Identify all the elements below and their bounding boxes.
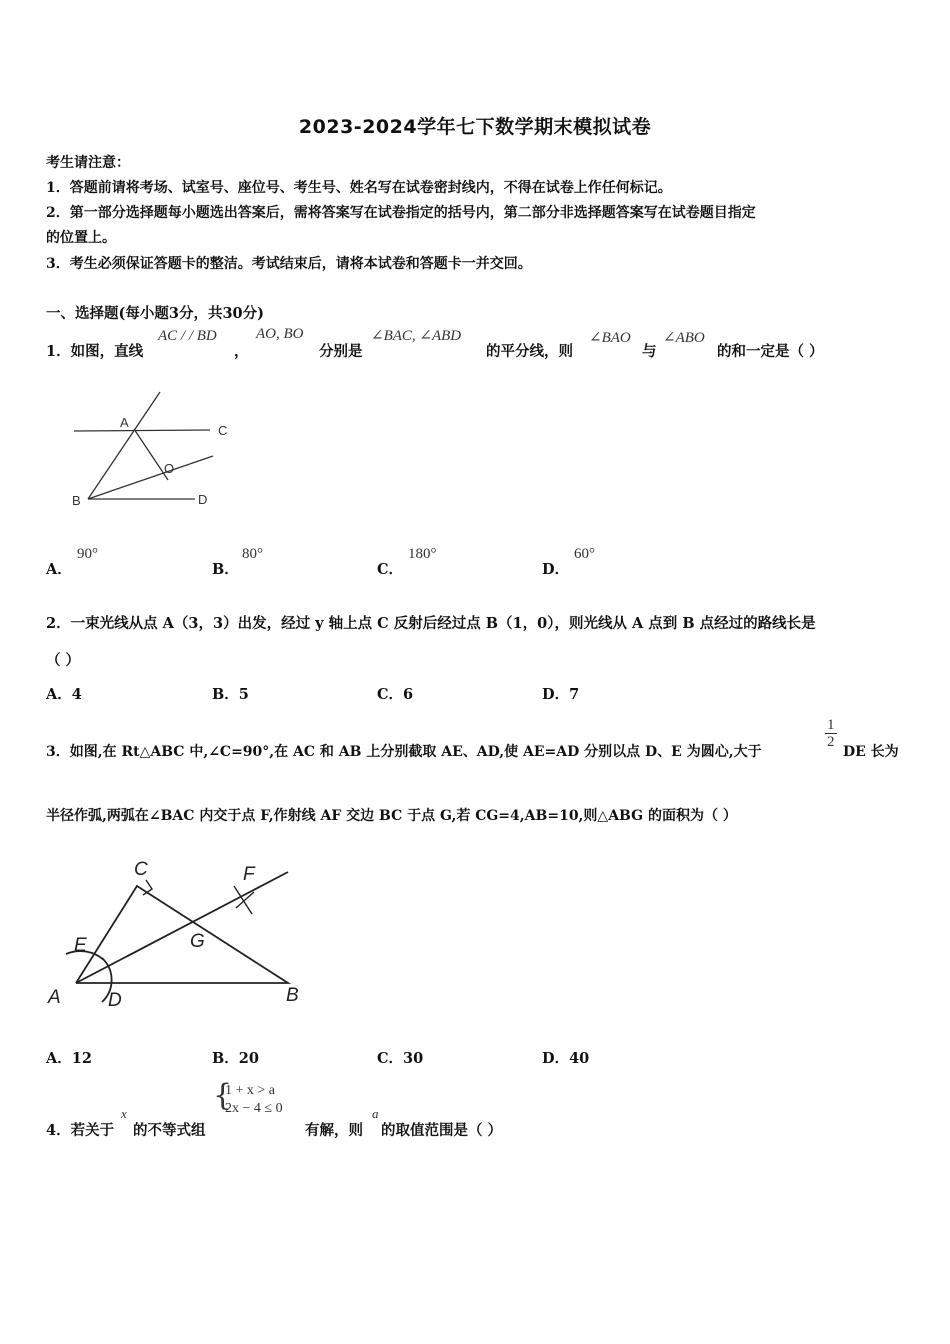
label-a: A bbox=[120, 415, 129, 430]
q2-option-c-value: 6 bbox=[403, 686, 414, 703]
notice-item: 3．考生必须保证答题卡的整洁。考试结束后，请将本试卷和答题卡一并交回。 bbox=[46, 256, 532, 272]
label-f: F bbox=[243, 864, 255, 885]
q2-option-b[interactable] bbox=[212, 683, 249, 704]
q2-option-a-label: A． bbox=[46, 686, 72, 703]
q2-option-d[interactable] bbox=[542, 683, 579, 704]
label-e: E bbox=[74, 935, 87, 956]
q2-option-b-label: B． bbox=[212, 686, 239, 703]
q1-math-abo: ∠ABO bbox=[663, 330, 705, 346]
q4-ineq2: 2x − 4 ≤ 0 bbox=[225, 1101, 283, 1116]
q3-text: 半径作弧,两弧在∠BAC 内交于点 F,作射线 AF 交边 BC 于点 G,若 CG=4,AB=10,则△ABG 的面积为（ ） bbox=[46, 808, 737, 824]
q1-option-a-label[interactable]: A． bbox=[46, 561, 72, 578]
notice-heading: 考生请注意： bbox=[46, 155, 130, 171]
q2-option-a[interactable] bbox=[46, 683, 82, 704]
q2-option-c-label: C． bbox=[377, 686, 404, 703]
q2-option-b-value: 5 bbox=[238, 686, 249, 703]
q1-option-b-value: 80° bbox=[242, 546, 263, 562]
q1-math-angles: ∠BAC, ∠ABD bbox=[371, 328, 462, 344]
q2-option-c[interactable] bbox=[377, 683, 413, 704]
q4-text: 有解，则 bbox=[305, 1122, 363, 1139]
q4-text: 的取值范围是（ ） bbox=[381, 1122, 503, 1139]
q2-option-d-label: D． bbox=[542, 686, 570, 703]
label-d: D bbox=[108, 990, 122, 1011]
q3-option-b-value: 20 bbox=[238, 1050, 259, 1067]
right-angle-mark bbox=[143, 880, 152, 895]
label-b: B bbox=[286, 985, 299, 1006]
q1-option-c-label[interactable]: C． bbox=[377, 561, 404, 578]
q3-option-c-value: 30 bbox=[403, 1050, 424, 1067]
q1-text: 的和一定是（ ） bbox=[717, 343, 824, 360]
line-ab bbox=[88, 392, 160, 499]
q4-var-x: x bbox=[121, 1106, 127, 1121]
q2-text: 2．一束光线从点 A（3，3）出发，经过 y 轴上点 C 反射后经过点 B（1，0），则光线从 A 点到 B 点经过的路线长是 bbox=[46, 615, 816, 632]
q3-option-b-label: B． bbox=[212, 1050, 239, 1067]
q3-option-a-label: A． bbox=[46, 1050, 72, 1067]
notice-item: 1．答题前请将考场、试室号、座位号、考生号、姓名写在试卷密封线内，不得在试卷上作任何标记。 bbox=[46, 180, 672, 196]
label-c: C bbox=[134, 859, 148, 880]
q3-option-a-value: 12 bbox=[71, 1050, 92, 1067]
line-bo bbox=[88, 456, 213, 499]
q1-option-b-label[interactable]: B． bbox=[212, 561, 239, 578]
label-d: D bbox=[198, 492, 208, 507]
label-c: C bbox=[218, 423, 228, 438]
q3-text: DE 长为 bbox=[843, 744, 899, 760]
triangle-abc bbox=[76, 886, 288, 983]
line-ac bbox=[74, 430, 210, 431]
q1-text: 的平分线，则 bbox=[486, 343, 573, 360]
q3-fraction-den: 2 bbox=[827, 734, 835, 750]
q3-option-d[interactable] bbox=[542, 1047, 589, 1068]
q1-option-d-value: 60° bbox=[574, 546, 595, 562]
q3-option-c-label: C． bbox=[377, 1050, 404, 1067]
section-heading: 一、选择题(每小题3分，共30分) bbox=[46, 305, 264, 322]
label-a: A bbox=[48, 987, 61, 1008]
q3-figure bbox=[40, 850, 315, 1025]
notice-item: 的位置上。 bbox=[46, 230, 116, 246]
q4-prefix: 4．若关于 bbox=[46, 1122, 115, 1139]
q1-figure bbox=[60, 385, 240, 515]
q3-option-c[interactable] bbox=[377, 1047, 423, 1068]
q1-option-c-value: 180° bbox=[408, 546, 437, 562]
q3-option-b[interactable] bbox=[212, 1047, 259, 1068]
q4-ineq1: 1 + x > a bbox=[225, 1083, 276, 1098]
q3-option-d-value: 40 bbox=[569, 1050, 590, 1067]
arc-f1 bbox=[234, 886, 252, 914]
q3-option-a[interactable] bbox=[46, 1047, 92, 1068]
q1-prefix: 1．如图，直线 bbox=[46, 343, 144, 360]
label-b: B bbox=[72, 493, 81, 508]
q3-fraction-num: 1 bbox=[827, 717, 835, 733]
q2-answer-bracket: （ ） bbox=[46, 652, 81, 669]
q2-option-a-value: 4 bbox=[71, 686, 82, 703]
brace-icon: { bbox=[213, 1078, 233, 1113]
label-o: O bbox=[164, 461, 175, 476]
q4-var-a: a bbox=[372, 1106, 379, 1121]
q1-text: 分别是 bbox=[319, 343, 363, 360]
q1-math-bisectors: AO, BO bbox=[256, 326, 304, 342]
q2-option-d-value: 7 bbox=[569, 686, 580, 703]
q1-text: 与 bbox=[642, 343, 657, 360]
q1-option-a-value: 90° bbox=[77, 546, 98, 562]
q3-option-d-label: D． bbox=[542, 1050, 570, 1067]
page-title: 2023-2024学年七下数学期末模拟试卷 bbox=[298, 116, 652, 138]
line-ao bbox=[134, 429, 168, 480]
q3-text: 3．如图,在 Rt△ABC 中,∠C=90°,在 AC 和 AB 上分别截取 AE、AD,使 AE=AD 分别以点 D、E 为圆心,大于 bbox=[46, 744, 762, 760]
q1-math-parallel: AC / / BD bbox=[158, 328, 217, 344]
q1-sep: ， bbox=[234, 343, 249, 360]
notice-item: 2．第一部分选择题每小题选出答案后，需将答案写在试卷指定的括号内，第二部分非选择题答案写在试卷题目指定 bbox=[46, 205, 756, 221]
q1-option-d-label[interactable]: D． bbox=[542, 561, 570, 578]
q1-math-bao: ∠BAO bbox=[589, 330, 631, 346]
q4-text: 的不等式组 bbox=[133, 1122, 206, 1139]
q3-fraction bbox=[825, 717, 837, 750]
label-g: G bbox=[190, 931, 205, 952]
